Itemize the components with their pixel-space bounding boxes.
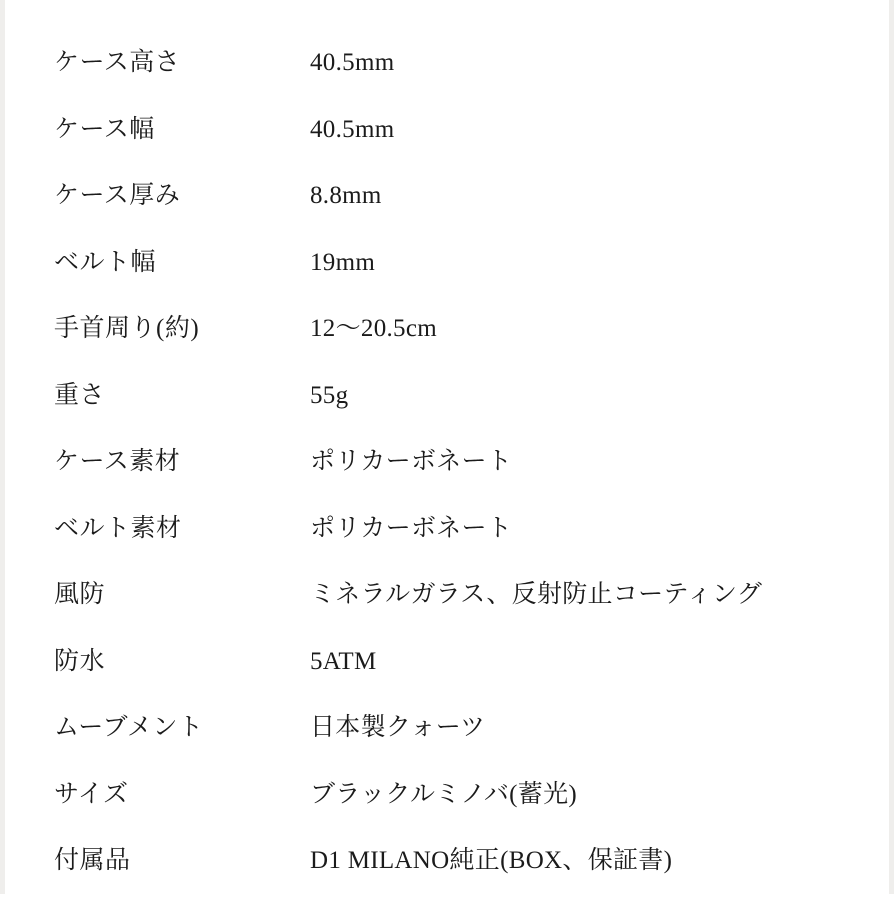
spec-label: ケース素材: [54, 448, 181, 475]
spec-value: 12〜20.5cm: [310, 315, 437, 342]
spec-value: 19mm: [310, 248, 376, 276]
spec-label: 手首周り(約): [54, 315, 200, 342]
spec-value: 40.5mm: [310, 115, 395, 143]
table-row: [0, 181, 894, 248]
spec-label: ベルト素材: [54, 514, 182, 542]
spec-label: ケース高さ: [54, 49, 181, 76]
table-row: [0, 647, 894, 714]
spec-value: ポリカーボネート: [310, 514, 513, 542]
spec-value: 日本製クォーツ: [310, 714, 486, 741]
table-row: [0, 713, 894, 780]
spec-label: 重さ: [54, 381, 106, 409]
table-row: [0, 447, 894, 514]
spec-value: ポリカーボネート: [310, 448, 513, 475]
spec-value: ミネラルガラス、反射防止コーティング: [310, 581, 763, 608]
spec-value: 5ATM: [310, 647, 377, 675]
table-row: [0, 314, 894, 381]
table-row: [0, 780, 894, 847]
spec-label: 付属品: [54, 847, 131, 874]
table-row: [0, 514, 894, 581]
table-row: [0, 115, 894, 182]
table-row: [0, 48, 894, 115]
spec-value: ブラックルミノバ(蓄光): [310, 780, 578, 808]
spec-label: ケース幅: [54, 115, 155, 143]
spec-value: 8.8mm: [310, 182, 382, 209]
spec-value: 40.5mm: [310, 49, 395, 76]
spec-label: ベルト幅: [54, 248, 157, 276]
table-row: [0, 248, 894, 315]
table-row: [0, 580, 894, 647]
spec-value: 55g: [310, 381, 349, 409]
spec-label: 風防: [54, 581, 106, 608]
spec-label: サイズ: [54, 780, 129, 808]
spec-label: ムーブメント: [54, 714, 204, 741]
table-row: [0, 381, 894, 448]
spec-label: 防水: [54, 647, 106, 675]
spec-label: ケース厚み: [54, 182, 181, 209]
table-row: [0, 846, 894, 913]
spec-value: D1 MILANO純正(BOX、保証書): [310, 847, 673, 874]
